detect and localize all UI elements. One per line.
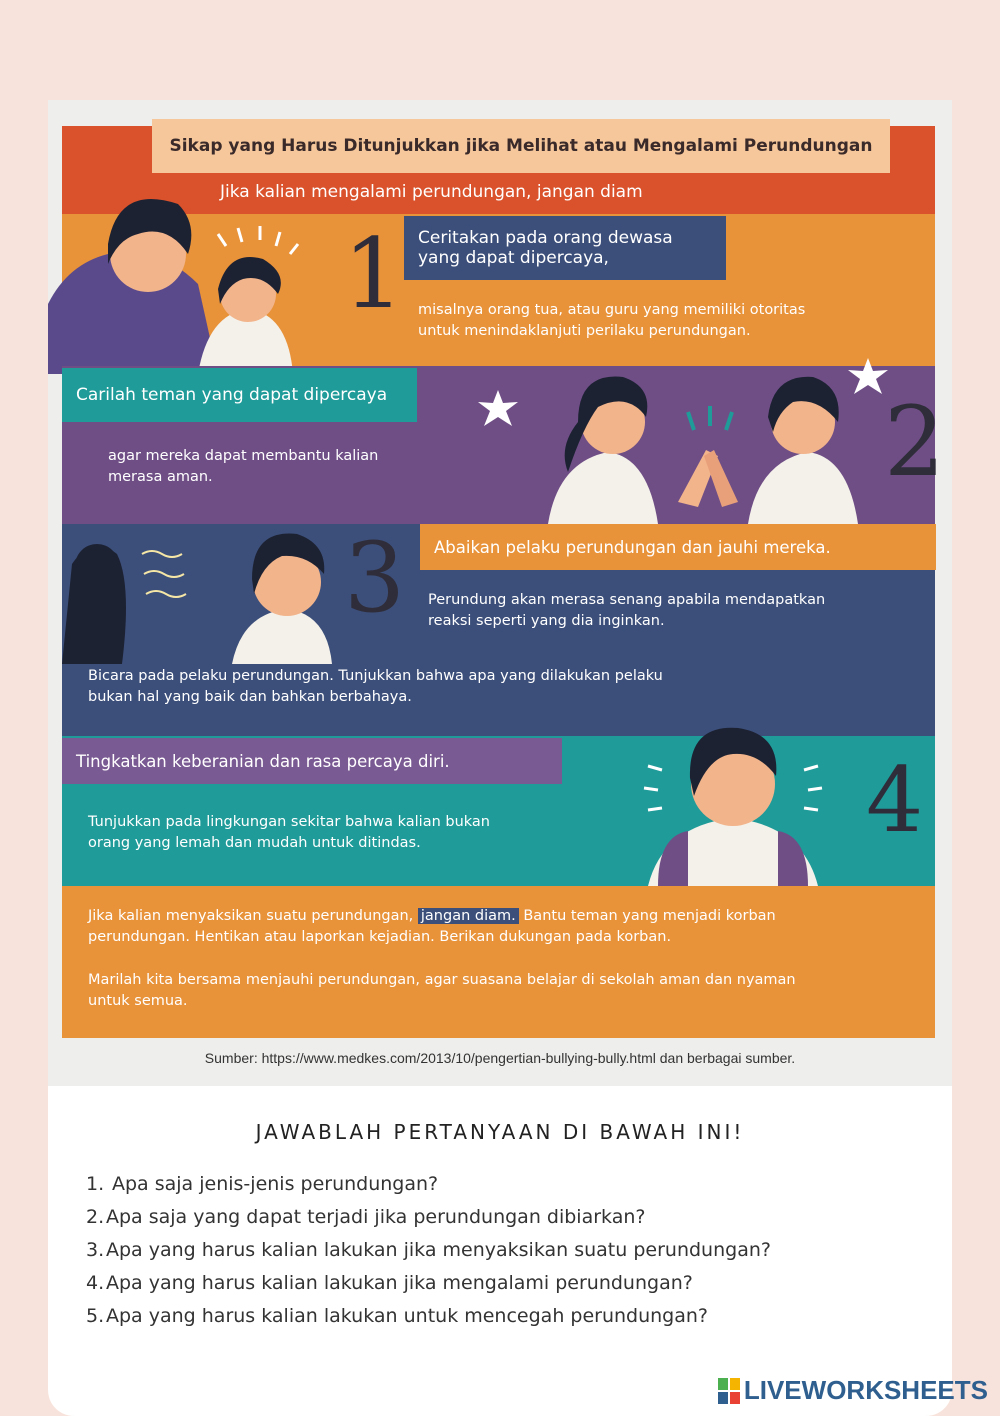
questions-title: JAWABLAH PERTANYAAN DI BAWAH INI! — [255, 1120, 745, 1144]
footer-p1-pre: Jika kalian menyaksikan suatu perundungan, — [88, 908, 414, 924]
infographic-poster — [48, 100, 952, 1086]
section1-heading-line1: Ceritakan pada orang dewasa — [418, 228, 673, 248]
footer-p2-line1: Marilah kita bersama menjauhi perundungan, agar suasana belajar di sekolah aman dan nyaman — [88, 972, 796, 988]
footer-p2-line2: untuk semua. — [88, 993, 188, 1010]
question-item — [86, 1201, 816, 1234]
section1-heading — [404, 216, 726, 280]
question-item — [86, 1168, 816, 1201]
number-one: 1 — [343, 218, 405, 330]
section4-heading: Tingkatkan keberanian dan rasa percaya diri. — [62, 738, 562, 784]
liveworksheets-badge-icon — [718, 1378, 740, 1404]
question-text: Apa yang harus kalian lakukan jika menyaksikan suatu perundungan? — [106, 1239, 771, 1261]
section2-body — [108, 446, 378, 488]
section4-body-line1: Tunjukkan pada lingkungan sekitar bahwa kalian bukan — [88, 814, 490, 830]
question-text: Apa yang harus kalian lakukan untuk mencegah perundungan? — [106, 1305, 709, 1327]
two-friends-high-five-illustration — [538, 352, 868, 524]
section2-body-line1: agar mereka dapat membantu kalian — [108, 448, 379, 464]
footer-paragraph-1 — [88, 906, 776, 948]
liveworksheets-logo[interactable] — [718, 1375, 988, 1406]
number-two: 2 — [884, 386, 946, 498]
section3-extra — [88, 666, 663, 708]
section1-body — [418, 300, 805, 342]
section4-body-line2: orang yang lemah dan mudah untuk ditindas. — [88, 835, 421, 852]
question-item — [86, 1300, 816, 1333]
question-number: 2. — [86, 1206, 105, 1228]
footer-highlight: jangan diam. — [418, 908, 519, 924]
question-item — [86, 1234, 816, 1267]
number-three: 3 — [344, 522, 406, 634]
footer-p1-line2: perundungan. Hentikan atau laporkan kejadian. Berikan dukungan pada korban. — [88, 929, 672, 946]
footer-p1-post: Bantu teman yang menjadi korban — [523, 908, 776, 924]
poster-title: Sikap yang Harus Ditunjukkan jika Melihat atau Mengalami Perundungan — [152, 119, 890, 173]
question-number: 5. — [86, 1305, 105, 1327]
confident-boy-illustration — [608, 706, 858, 886]
question-number: 3. — [86, 1239, 105, 1261]
adult-and-child-illustration — [48, 184, 348, 374]
section1-heading-line2: yang dapat dipercaya, — [418, 248, 609, 268]
section1-intro: Jika kalian mengalami perundungan, jangan diam — [220, 182, 643, 202]
question-text: Apa yang harus kalian lakukan jika mengalami perundungan? — [106, 1272, 693, 1294]
section3-extra-line2: bukan hal yang baik dan bahkan berbahaya. — [88, 689, 412, 706]
section4-body — [88, 812, 490, 854]
section1-body-line1: misalnya orang tua, atau guru yang memiliki otoritas — [418, 302, 806, 318]
question-item — [86, 1267, 816, 1300]
burst-star-icon — [478, 390, 518, 430]
brand-name: LIVEWORKSHEETS — [743, 1375, 988, 1405]
footer-paragraph-2 — [88, 970, 796, 1012]
question-number: 4. — [86, 1272, 105, 1294]
question-number: 1. — [86, 1173, 105, 1195]
section3-body-line2: reaksi seperti yang dia inginkan. — [428, 613, 665, 630]
section3-body-line1: Perundung akan merasa senang apabila mendapatkan — [428, 592, 826, 608]
bully-and-student-illustration — [62, 504, 362, 664]
questions-list — [86, 1168, 816, 1333]
number-four: 4 — [866, 748, 924, 853]
question-text: Apa saja yang dapat terjadi jika perundungan dibiarkan? — [106, 1206, 646, 1228]
burst-star-icon — [848, 358, 888, 398]
question-text: Apa saja jenis-jenis perundungan? — [112, 1173, 439, 1195]
section2-heading: Carilah teman yang dapat dipercaya — [62, 368, 417, 422]
section2-body-line2: merasa aman. — [108, 469, 213, 486]
section3-extra-line1: Bicara pada pelaku perundungan. Tunjukkan bahwa apa yang dilakukan pelaku — [88, 668, 663, 684]
section3-body — [428, 590, 825, 632]
section3-heading: Abaikan pelaku perundungan dan jauhi mereka. — [420, 524, 936, 570]
section1-body-line2: untuk menindaklanjuti perilaku perundungan. — [418, 323, 751, 340]
source-citation: Sumber: https://www.medkes.com/2013/10/pengertian-bullying-bully.html dan berbagai sumber. — [204, 1050, 796, 1066]
